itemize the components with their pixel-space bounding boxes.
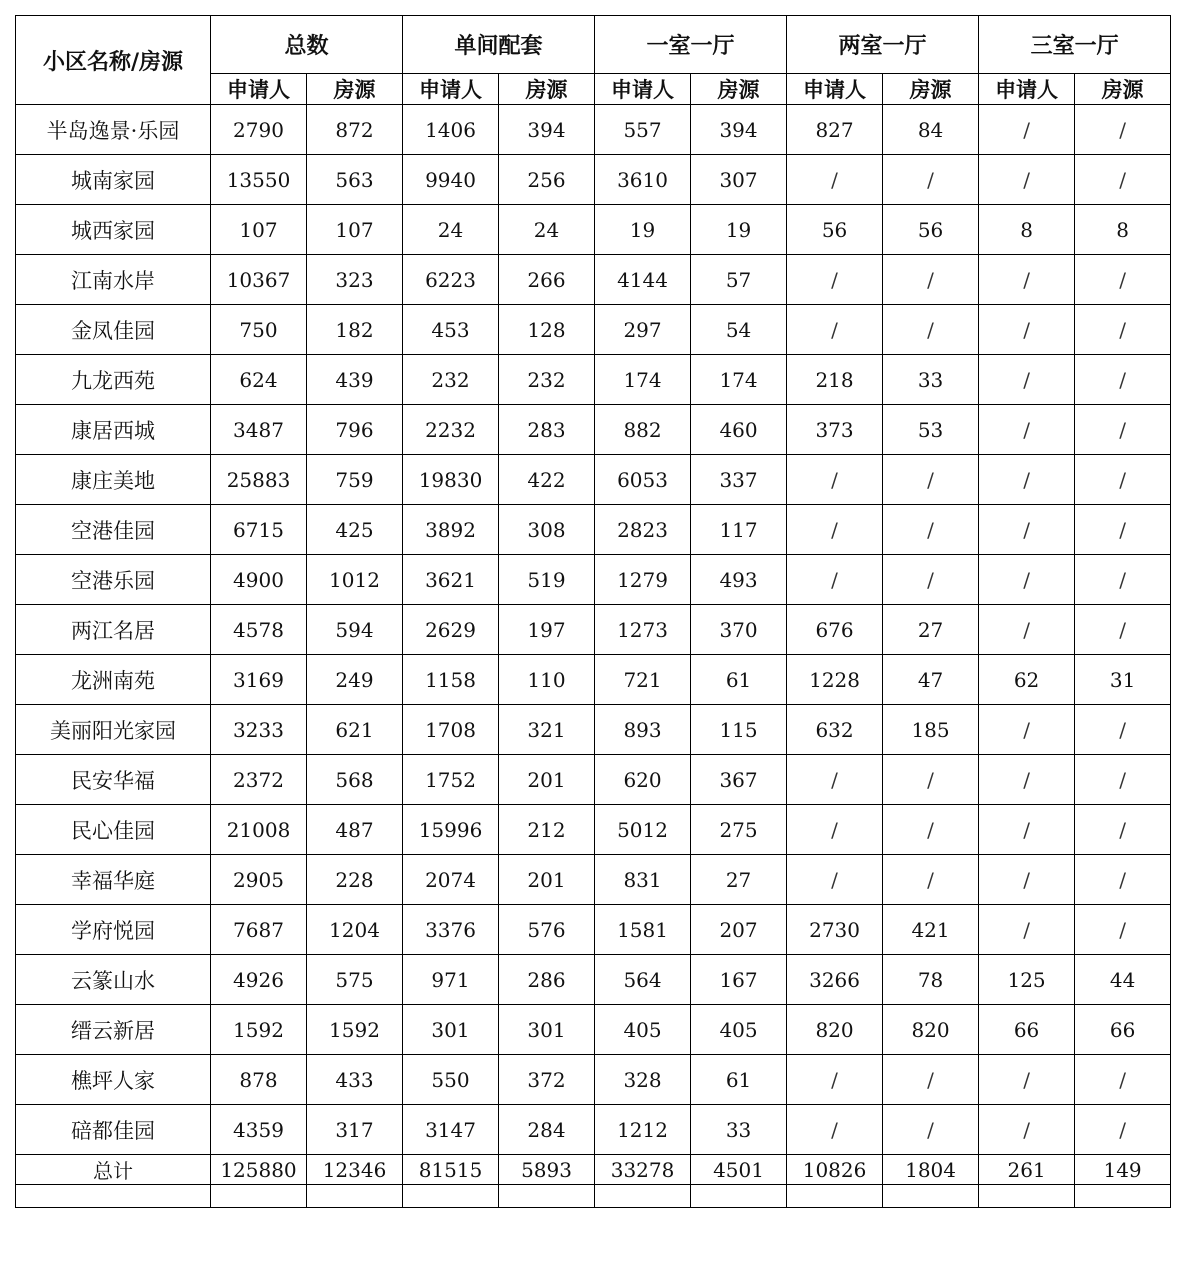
table-row [16, 405, 1171, 455]
applicant-count-cell: 2372 [211, 755, 307, 805]
applicant-count-cell: 3233 [211, 705, 307, 755]
community-name-cell: 樵坪人家 [16, 1055, 211, 1105]
applicant-count-cell: 10367 [211, 255, 307, 305]
housing-count-cell: 576 [499, 905, 595, 955]
table-row [16, 255, 1171, 305]
applicant-count-cell: / [979, 755, 1075, 805]
applicant-count-cell: 232 [403, 355, 499, 405]
header-group-three-bedroom: 三室一厅 [979, 16, 1171, 74]
housing-count-cell: / [1075, 305, 1171, 355]
housing-count-cell: 421 [883, 905, 979, 955]
applicant-count-cell: / [787, 505, 883, 555]
housing-count-cell: 563 [307, 155, 403, 205]
community-name-cell: 学府悦园 [16, 905, 211, 955]
table-row [16, 1005, 1171, 1055]
community-name-cell: 云篆山水 [16, 955, 211, 1005]
applicant-count-cell: 1228 [787, 655, 883, 705]
table-row [16, 455, 1171, 505]
housing-count-cell: 197 [499, 605, 595, 655]
applicant-count-cell: 721 [595, 655, 691, 705]
applicant-count-cell: 6053 [595, 455, 691, 505]
applicant-count-cell: 3487 [211, 405, 307, 455]
total-applicant-cell: 10826 [787, 1155, 883, 1185]
applicant-count-cell: 4578 [211, 605, 307, 655]
applicant-count-cell: 1752 [403, 755, 499, 805]
applicant-count-cell: 62 [979, 655, 1075, 705]
applicant-count-cell: / [787, 555, 883, 605]
housing-count-cell: 433 [307, 1055, 403, 1105]
housing-count-cell: 275 [691, 805, 787, 855]
applicant-count-cell: 3610 [595, 155, 691, 205]
applicant-count-cell: 2790 [211, 105, 307, 155]
table-row [16, 155, 1171, 205]
housing-count-cell: / [1075, 805, 1171, 855]
community-name-cell: 金凤佳园 [16, 305, 211, 355]
housing-count-cell: / [883, 1105, 979, 1155]
housing-count-cell: 286 [499, 955, 595, 1005]
applicant-count-cell: 297 [595, 305, 691, 355]
housing-count-cell: 370 [691, 605, 787, 655]
applicant-count-cell: 878 [211, 1055, 307, 1105]
housing-count-cell: 27 [883, 605, 979, 655]
applicant-count-cell: 2232 [403, 405, 499, 455]
applicant-count-cell: 1592 [211, 1005, 307, 1055]
applicant-count-cell: / [979, 505, 1075, 555]
applicant-count-cell: 4926 [211, 955, 307, 1005]
housing-count-cell: 872 [307, 105, 403, 155]
community-name-cell: 龙洲南苑 [16, 655, 211, 705]
applicant-count-cell: / [787, 255, 883, 305]
housing-count-cell: 594 [307, 605, 403, 655]
housing-applications-table [15, 15, 1171, 1208]
housing-count-cell: 621 [307, 705, 403, 755]
subheader-applicant: 申请人 [211, 74, 307, 105]
table-row [16, 205, 1171, 255]
housing-count-cell: 174 [691, 355, 787, 405]
housing-count-cell: 249 [307, 655, 403, 705]
applicant-count-cell: 4359 [211, 1105, 307, 1155]
housing-count-cell: / [1075, 505, 1171, 555]
housing-count-cell: / [1075, 905, 1171, 955]
applicant-count-cell: 8 [979, 205, 1075, 255]
housing-count-cell: / [1075, 255, 1171, 305]
housing-count-cell: 493 [691, 555, 787, 605]
header-community-name: 小区名称/房源 [16, 16, 211, 105]
housing-count-cell: / [883, 805, 979, 855]
applicant-count-cell: 56 [787, 205, 883, 255]
table-row [16, 505, 1171, 555]
housing-count-cell: 117 [691, 505, 787, 555]
housing-count-cell: / [1075, 355, 1171, 405]
table-row [16, 655, 1171, 705]
total-label: 总计 [16, 1155, 211, 1185]
applicant-count-cell: 893 [595, 705, 691, 755]
housing-count-cell: 301 [499, 1005, 595, 1055]
applicant-count-cell: 3147 [403, 1105, 499, 1155]
housing-count-cell: 232 [499, 355, 595, 405]
community-name-cell: 碚都佳园 [16, 1105, 211, 1155]
housing-count-cell: 66 [1075, 1005, 1171, 1055]
applicant-count-cell: 328 [595, 1055, 691, 1105]
applicant-count-cell: / [979, 355, 1075, 405]
applicant-count-cell: 624 [211, 355, 307, 405]
applicant-count-cell: / [979, 605, 1075, 655]
total-applicant-cell: 81515 [403, 1155, 499, 1185]
applicant-count-cell: 2629 [403, 605, 499, 655]
applicant-count-cell: 218 [787, 355, 883, 405]
housing-count-cell: 394 [691, 105, 787, 155]
subheader-applicant: 申请人 [787, 74, 883, 105]
applicant-count-cell: 15996 [403, 805, 499, 855]
housing-count-cell: 266 [499, 255, 595, 305]
housing-count-cell: 820 [883, 1005, 979, 1055]
applicant-count-cell: / [979, 905, 1075, 955]
header-group-total: 总数 [211, 16, 403, 74]
applicant-count-cell: 1406 [403, 105, 499, 155]
subheader-applicant: 申请人 [979, 74, 1075, 105]
community-name-cell: 民安华福 [16, 755, 211, 805]
applicant-count-cell: 557 [595, 105, 691, 155]
subheader-housing: 房源 [307, 74, 403, 105]
applicant-count-cell: 827 [787, 105, 883, 155]
housing-count-cell: / [1075, 455, 1171, 505]
applicant-count-cell: 107 [211, 205, 307, 255]
applicant-count-cell: 2905 [211, 855, 307, 905]
housing-count-cell: 115 [691, 705, 787, 755]
applicant-count-cell: 405 [595, 1005, 691, 1055]
housing-count-cell: / [883, 155, 979, 205]
applicant-count-cell: / [979, 555, 1075, 605]
applicant-count-cell: 2074 [403, 855, 499, 905]
housing-count-cell: 27 [691, 855, 787, 905]
housing-count-cell: / [1075, 855, 1171, 905]
table-row [16, 105, 1171, 155]
applicant-count-cell: 2730 [787, 905, 883, 955]
community-name-cell: 幸福华庭 [16, 855, 211, 905]
housing-count-cell: 19 [691, 205, 787, 255]
applicant-count-cell: 632 [787, 705, 883, 755]
header-group-two-bedroom: 两室一厅 [787, 16, 979, 74]
table-row [16, 605, 1171, 655]
subheader-housing: 房源 [883, 74, 979, 105]
community-name-cell: 缙云新居 [16, 1005, 211, 1055]
applicant-count-cell: 19 [595, 205, 691, 255]
applicant-count-cell: 1273 [595, 605, 691, 655]
housing-count-cell: 367 [691, 755, 787, 805]
applicant-count-cell: 6223 [403, 255, 499, 305]
community-name-cell: 城南家园 [16, 155, 211, 205]
total-applicant-cell: 125880 [211, 1155, 307, 1185]
applicant-count-cell: 676 [787, 605, 883, 655]
housing-count-cell: / [1075, 405, 1171, 455]
applicant-count-cell: 1708 [403, 705, 499, 755]
housing-count-cell: 425 [307, 505, 403, 555]
total-housing-cell: 5893 [499, 1155, 595, 1185]
housing-count-cell: / [883, 855, 979, 905]
housing-count-cell: 317 [307, 1105, 403, 1155]
applicant-count-cell: 453 [403, 305, 499, 355]
applicant-count-cell: 1581 [595, 905, 691, 955]
housing-count-cell: 575 [307, 955, 403, 1005]
housing-count-cell: 307 [691, 155, 787, 205]
applicant-count-cell: 620 [595, 755, 691, 805]
housing-count-cell: 1012 [307, 555, 403, 605]
community-name-cell: 半岛逸景·乐园 [16, 105, 211, 155]
housing-count-cell: / [1075, 1105, 1171, 1155]
total-applicant-cell: 261 [979, 1155, 1075, 1185]
housing-count-cell: 321 [499, 705, 595, 755]
applicant-count-cell: 9940 [403, 155, 499, 205]
housing-count-cell: 207 [691, 905, 787, 955]
table-row [16, 1105, 1171, 1155]
housing-count-cell: / [883, 305, 979, 355]
community-name-cell: 九龙西苑 [16, 355, 211, 405]
housing-count-cell: / [883, 555, 979, 605]
housing-count-cell: 61 [691, 1055, 787, 1105]
housing-count-cell: 283 [499, 405, 595, 455]
total-housing-cell: 4501 [691, 1155, 787, 1185]
housing-count-cell: / [1075, 105, 1171, 155]
housing-count-cell: 284 [499, 1105, 595, 1155]
housing-count-cell: 57 [691, 255, 787, 305]
housing-count-cell: / [1075, 605, 1171, 655]
applicant-count-cell: 125 [979, 955, 1075, 1005]
applicant-count-cell: 24 [403, 205, 499, 255]
housing-count-cell: 44 [1075, 955, 1171, 1005]
housing-count-cell: / [883, 505, 979, 555]
housing-count-cell: 33 [883, 355, 979, 405]
housing-count-cell: 182 [307, 305, 403, 355]
housing-count-cell: 228 [307, 855, 403, 905]
table-row [16, 305, 1171, 355]
header-group-single-room: 单间配套 [403, 16, 595, 74]
subheader-housing: 房源 [691, 74, 787, 105]
housing-count-cell: 110 [499, 655, 595, 705]
housing-count-cell: 1592 [307, 1005, 403, 1055]
table-row [16, 905, 1171, 955]
total-housing-cell: 12346 [307, 1155, 403, 1185]
applicant-count-cell: 7687 [211, 905, 307, 955]
housing-count-cell: 323 [307, 255, 403, 305]
housing-count-cell: 84 [883, 105, 979, 155]
table-row [16, 1055, 1171, 1105]
community-name-cell: 空港佳园 [16, 505, 211, 555]
housing-count-cell: 33 [691, 1105, 787, 1155]
table-row [16, 955, 1171, 1005]
housing-count-cell: 796 [307, 405, 403, 455]
housing-count-cell: 759 [307, 455, 403, 505]
applicant-count-cell: / [979, 255, 1075, 305]
applicant-count-cell: / [979, 1105, 1075, 1155]
applicant-count-cell: / [787, 305, 883, 355]
housing-count-cell: 8 [1075, 205, 1171, 255]
applicant-count-cell: 831 [595, 855, 691, 905]
applicant-count-cell: 373 [787, 405, 883, 455]
applicant-count-cell: 882 [595, 405, 691, 455]
applicant-count-cell: 21008 [211, 805, 307, 855]
subheader-housing: 房源 [499, 74, 595, 105]
community-name-cell: 城西家园 [16, 205, 211, 255]
housing-count-cell: / [1075, 555, 1171, 605]
applicant-count-cell: / [979, 855, 1075, 905]
housing-count-cell: / [883, 1055, 979, 1105]
applicant-count-cell: / [787, 755, 883, 805]
applicant-count-cell: / [787, 805, 883, 855]
applicant-count-cell: 1279 [595, 555, 691, 605]
applicant-count-cell: 301 [403, 1005, 499, 1055]
housing-count-cell: 107 [307, 205, 403, 255]
housing-count-cell: 256 [499, 155, 595, 205]
header-group-one-bedroom: 一室一厅 [595, 16, 787, 74]
applicant-count-cell: 4900 [211, 555, 307, 605]
total-housing-cell: 149 [1075, 1155, 1171, 1185]
subheader-applicant: 申请人 [403, 74, 499, 105]
housing-count-cell: 47 [883, 655, 979, 705]
applicant-count-cell: 3169 [211, 655, 307, 705]
housing-count-cell: 372 [499, 1055, 595, 1105]
table-row [16, 555, 1171, 605]
empty-trailing-row [16, 1185, 1171, 1208]
housing-count-cell: 185 [883, 705, 979, 755]
applicant-count-cell: 1212 [595, 1105, 691, 1155]
community-name-cell: 民心佳园 [16, 805, 211, 855]
housing-count-cell: 54 [691, 305, 787, 355]
applicant-count-cell: 174 [595, 355, 691, 405]
housing-count-cell: 53 [883, 405, 979, 455]
housing-count-cell: 405 [691, 1005, 787, 1055]
community-name-cell: 康居西城 [16, 405, 211, 455]
applicant-count-cell: / [979, 105, 1075, 155]
housing-count-cell: 394 [499, 105, 595, 155]
applicant-count-cell: / [979, 1055, 1075, 1105]
housing-count-cell: / [1075, 1055, 1171, 1105]
housing-count-cell: 439 [307, 355, 403, 405]
applicant-count-cell: 820 [787, 1005, 883, 1055]
applicant-count-cell: 19830 [403, 455, 499, 505]
table-row [16, 355, 1171, 405]
applicant-count-cell: 550 [403, 1055, 499, 1105]
applicant-count-cell: / [787, 1055, 883, 1105]
applicant-count-cell: / [979, 805, 1075, 855]
housing-count-cell: 201 [499, 855, 595, 905]
applicant-count-cell: 66 [979, 1005, 1075, 1055]
housing-count-cell: 201 [499, 755, 595, 805]
applicant-count-cell: 971 [403, 955, 499, 1005]
table-row [16, 805, 1171, 855]
table-body [16, 105, 1171, 1155]
applicant-count-cell: 3266 [787, 955, 883, 1005]
housing-count-cell: 422 [499, 455, 595, 505]
community-name-cell: 美丽阳光家园 [16, 705, 211, 755]
applicant-count-cell: 3621 [403, 555, 499, 605]
applicant-count-cell: / [979, 455, 1075, 505]
subheader-applicant: 申请人 [595, 74, 691, 105]
applicant-count-cell: / [787, 855, 883, 905]
community-name-cell: 康庄美地 [16, 455, 211, 505]
housing-count-cell: 519 [499, 555, 595, 605]
applicant-count-cell: 750 [211, 305, 307, 355]
housing-count-cell: 337 [691, 455, 787, 505]
housing-count-cell: / [883, 255, 979, 305]
housing-count-cell: 487 [307, 805, 403, 855]
table-row [16, 855, 1171, 905]
housing-count-cell: 308 [499, 505, 595, 555]
applicant-count-cell: / [787, 1105, 883, 1155]
header-row-groups [16, 16, 1171, 74]
total-row [16, 1155, 1171, 1185]
applicant-count-cell: 6715 [211, 505, 307, 555]
applicant-count-cell: 3376 [403, 905, 499, 955]
housing-count-cell: / [1075, 755, 1171, 805]
housing-count-cell: / [883, 455, 979, 505]
applicant-count-cell: 2823 [595, 505, 691, 555]
housing-count-cell: 61 [691, 655, 787, 705]
applicant-count-cell: 1158 [403, 655, 499, 705]
applicant-count-cell: / [979, 155, 1075, 205]
housing-count-cell: 24 [499, 205, 595, 255]
table-row [16, 705, 1171, 755]
housing-count-cell: 568 [307, 755, 403, 805]
housing-count-cell: 56 [883, 205, 979, 255]
applicant-count-cell: 564 [595, 955, 691, 1005]
total-applicant-cell: 33278 [595, 1155, 691, 1185]
applicant-count-cell: / [787, 455, 883, 505]
total-housing-cell: 1804 [883, 1155, 979, 1185]
housing-count-cell: 128 [499, 305, 595, 355]
applicant-count-cell: 4144 [595, 255, 691, 305]
housing-count-cell: / [1075, 155, 1171, 205]
applicant-count-cell: / [979, 305, 1075, 355]
housing-count-cell: / [883, 755, 979, 805]
applicant-count-cell: / [979, 405, 1075, 455]
applicant-count-cell: / [787, 155, 883, 205]
applicant-count-cell: 5012 [595, 805, 691, 855]
table-row [16, 755, 1171, 805]
housing-count-cell: 78 [883, 955, 979, 1005]
community-name-cell: 空港乐园 [16, 555, 211, 605]
housing-count-cell: 212 [499, 805, 595, 855]
housing-count-cell: 460 [691, 405, 787, 455]
housing-count-cell: / [1075, 705, 1171, 755]
community-name-cell: 江南水岸 [16, 255, 211, 305]
applicant-count-cell: 13550 [211, 155, 307, 205]
applicant-count-cell: 25883 [211, 455, 307, 505]
applicant-count-cell: 3892 [403, 505, 499, 555]
applicant-count-cell: / [979, 705, 1075, 755]
housing-count-cell: 167 [691, 955, 787, 1005]
community-name-cell: 两江名居 [16, 605, 211, 655]
housing-count-cell: 31 [1075, 655, 1171, 705]
housing-count-cell: 1204 [307, 905, 403, 955]
subheader-housing: 房源 [1075, 74, 1171, 105]
